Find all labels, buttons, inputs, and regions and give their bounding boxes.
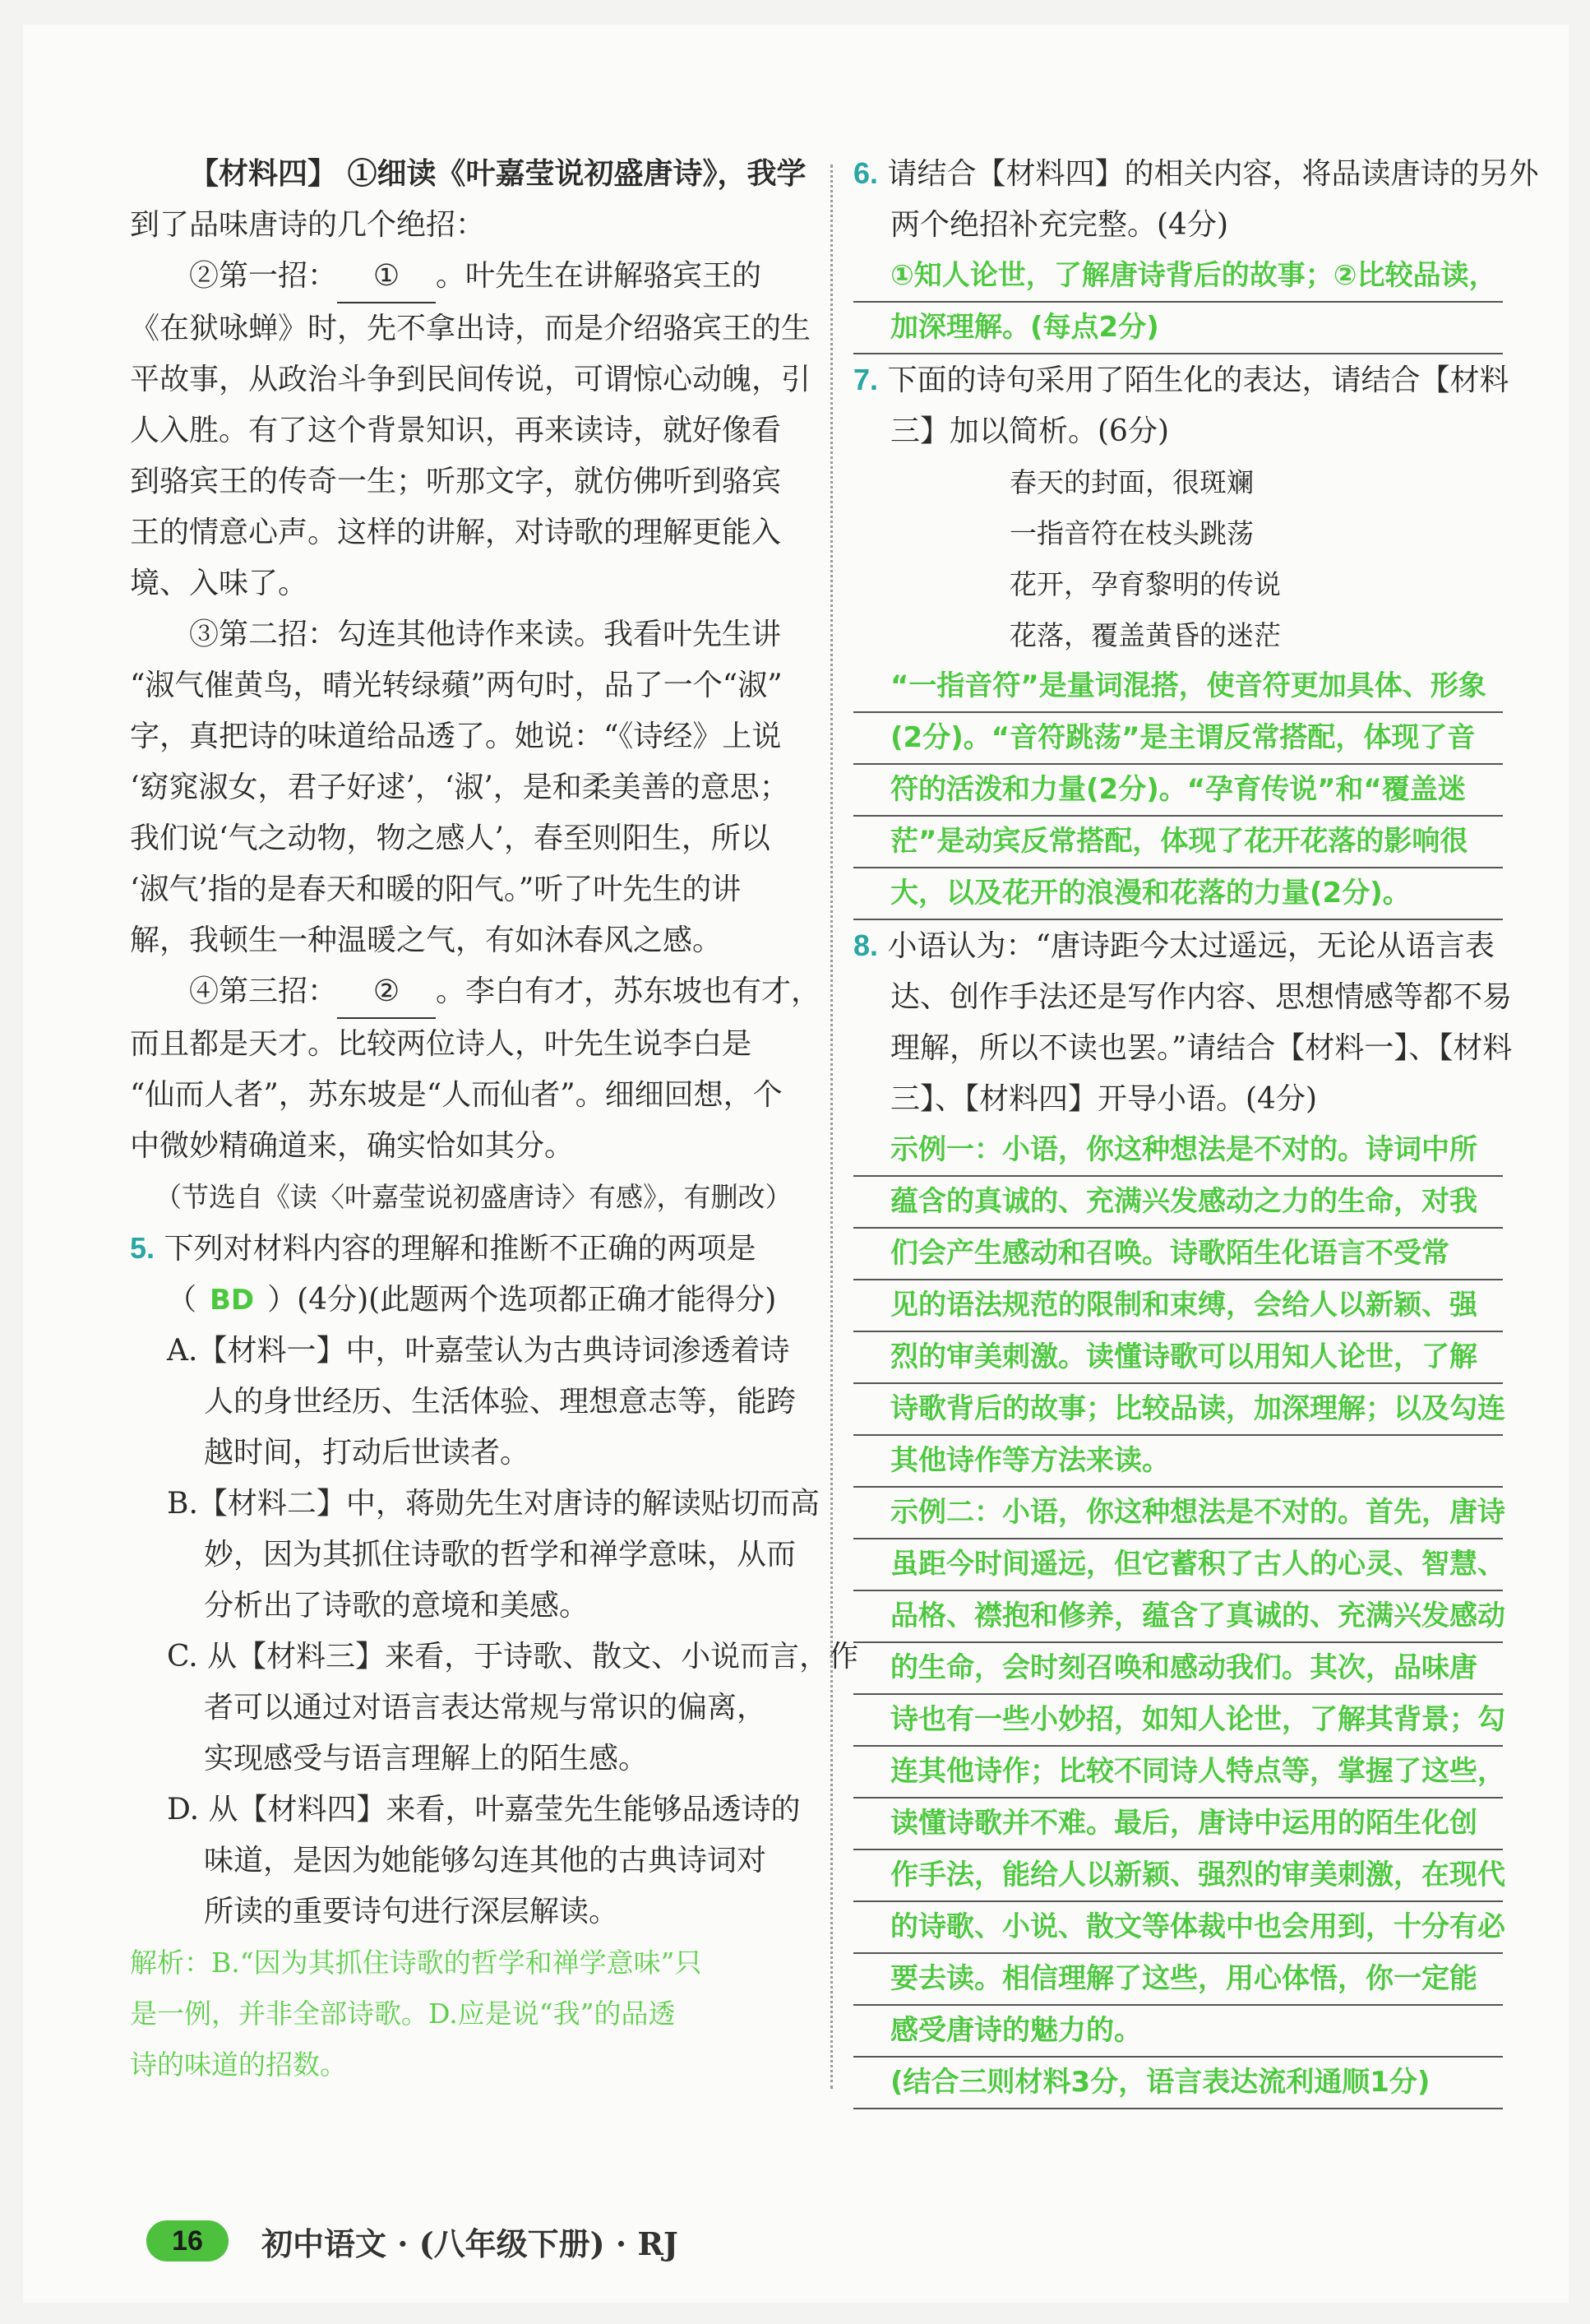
passage-line [130,1121,804,1172]
option-line: 妙，因为其抓住诗歌的哲学和禅学意味，从而 [204,1538,797,1572]
answer-line: 诗歌背后的故事；比较品读，加深理解；以及勾连 [853,1384,1503,1436]
answer-line: “一指音符”是量词混搭，使音符更加具体、形象 [853,661,1503,713]
answer-line: 连其他诗作；比较不同诗人特点等，掌握了这些， [853,1747,1503,1799]
page-footer [146,2216,678,2266]
option-line: 越时间，打动后世读者。 [204,1436,530,1470]
passage-text: 到骆宾王的传奇一生；听那文字，就仿佛听到骆宾 [130,465,782,498]
question-number: 7. [853,363,879,396]
answer-line: 加深理解。(每点2分) [853,303,1503,354]
right-column [853,148,1539,2109]
answer-line: 作手法，能给人以新颖、强烈的审美刺激，在现代 [853,1850,1503,1902]
answer-line: 品格、襟抱和修养，蕴含了真诚的、充满兴发感动 [853,1591,1503,1643]
passage-text: 而且都是天才。比较两位诗人，叶先生说李白是 [130,1027,752,1061]
option-line: B.【材料二】中，蒋勋先生对唐诗的解读贴切而高 [167,1487,820,1521]
passage-text: “淑气催黄鸟，晴光转绿蘋”两句时，品了一个“淑” [130,669,783,702]
passage-line [130,200,804,251]
question-stem: 小语认为：“唐诗距今太过遥远，无论从语言表 [887,929,1495,963]
passage-text: 中微妙精确道来，确实恰如其分。 [130,1129,575,1163]
answer-line: 见的语法规范的限制和束缚，会给人以新颖、强 [853,1280,1503,1332]
answer-line: 符的活泼和力量(2分)。“孕育传说”和“覆盖迷 [853,765,1503,817]
question-number: 5. [130,1231,155,1265]
option-line: 人的身世经历、生活体验、理想意志等，能跨 [204,1385,797,1419]
passage-text: 境、入味了。 [130,567,308,600]
passage-text: 【材料四】 ①细读《叶嘉莹说初盛唐诗》，我学 [189,156,807,191]
question-stem: 三】加以简析。(6分) [890,414,1169,448]
question-stem: 下面的诗句采用了陌生化的表达，请结合【材料 [887,363,1509,397]
passage-text: ‘窈窕淑女，君子好逑’，‘淑’，是和柔美善的意思； [130,771,789,804]
question-5 [130,1223,859,2090]
passage-line [130,456,804,507]
poem-line: 春天的封面，很斑斓 [1010,466,1254,498]
question-stem-line [853,1023,1513,1074]
question-stem: 达、创作手法还是写作内容、思想情感等都不易 [890,980,1513,1014]
passage-line [130,558,804,609]
option-line: 者可以通过对语言表达常规与常识的偏离， [204,1691,767,1724]
question-stem-line [853,148,1539,200]
option-line: 实现感受与语言理解上的陌生感。 [204,1742,649,1775]
question-stem-tail: ）(4分)(此题两个选项都正确才能得分) [267,1283,777,1317]
passage-line [130,711,804,762]
question-stem: 两个绝招补充完整。(4分) [890,208,1228,242]
passage-line [130,609,804,660]
paren-open: （ [167,1283,197,1317]
passage-line [130,660,804,711]
source-note: （节选自《读〈叶嘉莹说初盛唐诗〉有感》，有删改） [155,1181,793,1213]
passage-text: 。叶先生在讲解骆宾王的 [436,259,762,293]
passage-line [130,762,804,813]
passage-text: 平故事，从政治斗争到民间传说，可谓惊心动魄，引 [130,363,811,396]
question-stem: 下列对材料内容的理解和推断不正确的两项是 [164,1232,756,1266]
question-stem-line [853,972,1513,1023]
option-line: 味道，是因为她能够勾连其他的古典诗词对 [204,1844,767,1877]
question-number: 8. [853,928,879,962]
left-column [130,148,859,2090]
passage-text: 《在狱咏蝉》时，先不拿出诗，而是介绍骆宾王的生 [130,312,811,345]
question-stem-line [853,354,1509,406]
book-title: 初中语文 · (八年级下册) · RJ [261,2224,678,2262]
page [23,25,1569,2303]
passage-line [130,864,804,915]
option-line: A.【材料一】中，叶嘉莹认为古典诗词渗透着诗 [167,1334,790,1368]
passage-line [130,148,807,200]
answer-line: 大，以及花开的浪漫和花落的力量(2分)。 [853,868,1503,920]
passage-text: ③第二招：勾连其他诗作来读。我看叶先生讲 [189,618,782,651]
question-stem-line [853,1074,1503,1125]
analysis [130,1937,804,2090]
passage-line [130,251,804,303]
passage-text: 到了品味唐诗的几个绝招： [130,208,486,242]
passage-text: 字，真把诗的味道给品透了。她说：“《诗经》上说 [130,720,782,753]
answer-line: 其他诗作等方法来读。 [853,1436,1503,1488]
answer-line: (结合三则材料3分，语言表达流利通顺1分) [853,2058,1503,2109]
answer-choice: BD [210,1284,255,1317]
answer-line: 的生命，会时刻召唤和感动我们。其次，品味唐 [853,1643,1503,1695]
option-line: 分析出了诗歌的意境和美感。 [204,1589,589,1623]
question-stem-line [853,920,1503,972]
passage-line [130,1019,804,1070]
answer-line: 烈的审美刺激。读懂诗歌可以用知人论世，了解 [853,1332,1503,1384]
passage-text: 。李白有才，苏东坡也有才， [436,975,821,1008]
page-number-badge: 16 [146,2220,229,2262]
poem-line: 花落，覆盖黄昏的迷茫 [1010,619,1281,651]
passage-text: 解，我顿生一种温暖之气，有如沐春风之感。 [130,924,723,957]
question-stem-line [853,200,1503,251]
question-stem: 三】、【材料四】开导小语。(4分) [890,1082,1317,1116]
option-line: 所读的重要诗句进行深层解读。 [204,1895,619,1928]
passage-text: ②第一招： [189,259,338,293]
answer-line: 茫”是动宾反常搭配，体现了花开花落的影响很 [853,817,1503,868]
question-7 [853,354,1509,920]
answer-line: 感受唐诗的魅力的。 [853,2006,1503,2058]
answer-line: 虽距今时间遥远，但它蓄积了古人的心灵、智慧、 [853,1539,1503,1591]
passage-line [130,303,811,354]
fill-blank: ② [337,966,436,1019]
analysis-line: 是一例，并非全部诗歌。D.应是说“我”的品透 [130,1998,676,2030]
analysis-line: 诗的味道的招数。 [130,2049,347,2081]
passage-line [130,1070,804,1121]
answer-line: 要去读。相信理解了这些，用心体悟，你一定能 [853,1954,1503,2006]
option-list [130,1326,859,1937]
answer-line: 示例一：小语，你这种想法是不对的。诗词中所 [853,1125,1503,1177]
answer-line: 蕴含的真诚的、充满兴发感动之力的生命，对我 [853,1177,1503,1229]
answer-line: (2分)。“音符跳荡”是主谓反常搭配，体现了音 [853,713,1503,765]
question-stem-line [853,406,1503,457]
option-line: C. 从【材料三】来看，于诗歌、散文、小说而言，作 [167,1640,859,1674]
answer-line: 诗也有一些小妙招，如知人论世，了解其背景；勾 [853,1695,1503,1747]
answer-line: ①知人论世，了解唐诗背后的故事；②比较品读， [853,251,1503,303]
answer-line: 读懂诗歌并不难。最后，唐诗中运用的陌生化创 [853,1799,1503,1850]
fill-blank: ① [337,251,436,303]
passage-text: 我们说‘气之动物，物之感人’，春至则阳生，所以 [130,822,770,855]
column-divider [830,164,833,2089]
passage-line [130,813,804,864]
passage-text: 王的情意心声。这样的讲解，对诗歌的理解更能入 [130,516,782,549]
poem-line: 花开，孕育黎明的传说 [1010,568,1281,600]
passage-text: “仙而人者”，苏东坡是“人而仙者”。细细回想，个 [130,1078,783,1112]
passage-line [130,507,804,558]
question-8 [853,920,1513,2109]
option-line: D. 从【材料四】来看，叶嘉莹先生能够品透诗的 [167,1793,801,1826]
passage-line [130,915,804,966]
passage-line [130,354,811,405]
question-number: 6. [853,156,879,190]
answer-line: 示例二：小语，你这种想法是不对的。首先，唐诗 [853,1488,1503,1539]
analysis-line: 解析：B.“因为其抓住诗歌的哲学和禅学意味”只 [130,1947,702,1979]
question-stem: 理解，所以不读也罢。”请结合【材料一】、【材料 [890,1031,1513,1065]
question-stem: 请结合【材料四】的相关内容，将品读唐诗的另外 [887,157,1539,191]
answer-line: 们会产生感动和召唤。诗歌陌生化语言不受常 [853,1229,1503,1280]
poem-line: 一指音符在枝头跳荡 [1010,517,1254,549]
passage-text: ‘淑气’指的是春天和暖的阳气。”听了叶先生的讲 [130,873,742,906]
passage-text: 人入胜。有了这个背景知识，再来读诗，就好像看 [130,414,782,447]
passage-line [130,966,821,1019]
passage-text: ④第三招： [189,975,338,1008]
answer-line: 的诗歌、小说、散文等体裁中也会用到，十分有必 [853,1902,1503,1954]
passage-line [130,405,804,456]
material-four-passage [130,148,821,1172]
question-6 [853,148,1539,354]
